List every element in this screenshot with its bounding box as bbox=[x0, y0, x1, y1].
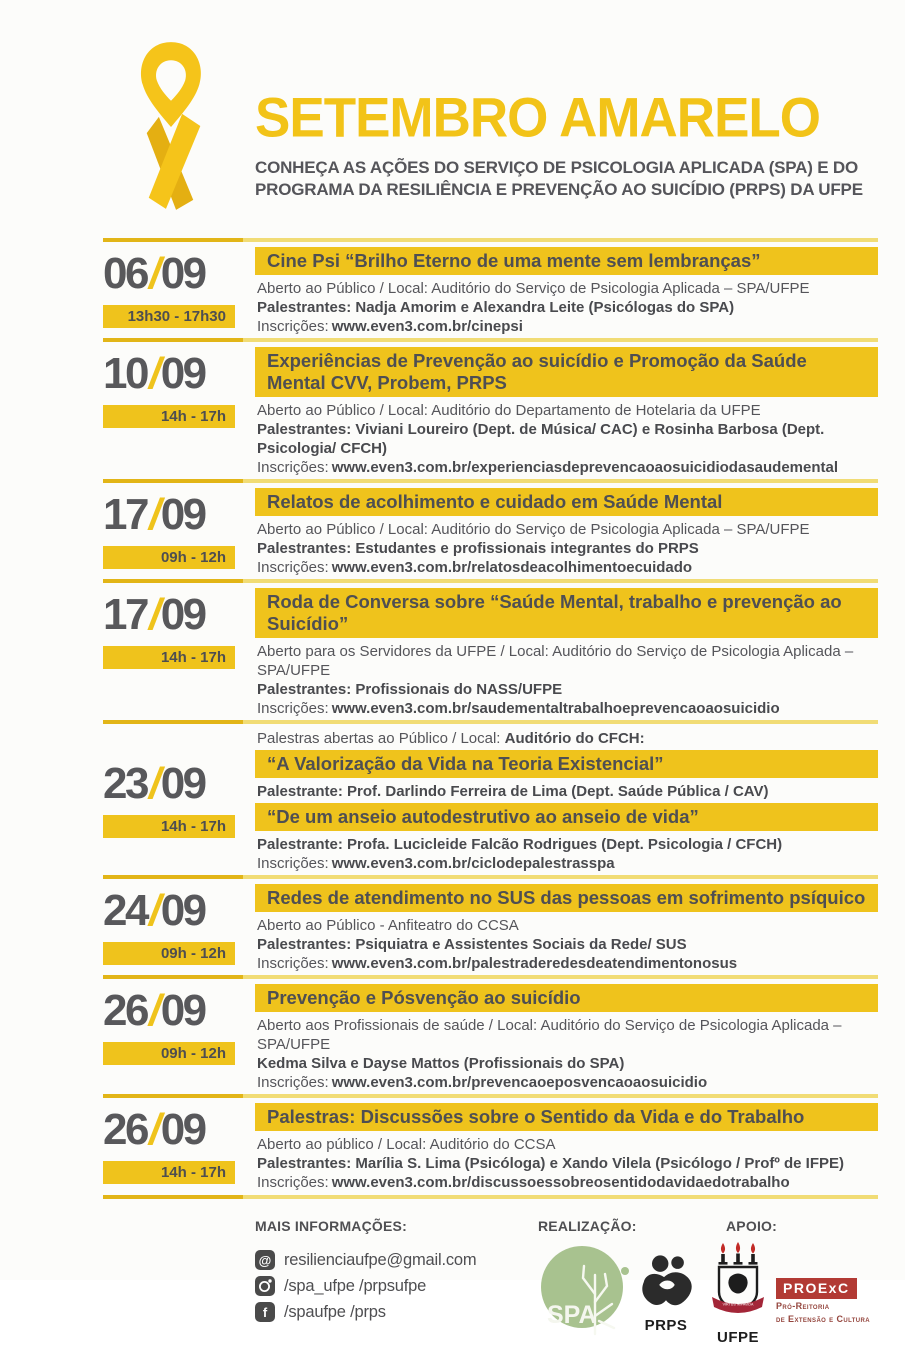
proexc-subtitle-2: de Extensão e Cultura bbox=[776, 1313, 870, 1324]
event-speakers: Kedma Silva e Dayse Mattos (Profissionais do SPA) bbox=[257, 1055, 625, 1072]
inscription-link[interactable]: www.even3.com.br/prevencaoeposvencaoaosuicidio bbox=[331, 1074, 708, 1091]
divider bbox=[103, 975, 878, 979]
spa-logo bbox=[538, 1242, 632, 1343]
event-audience: Aberto ao Público / Local: Auditório do Serviço de Psicologia Aplicada – SPA/UFPE bbox=[257, 521, 810, 538]
proexc-logo-text: PROExC bbox=[776, 1278, 857, 1299]
support-heading: APOIO: bbox=[726, 1218, 777, 1234]
event-speakers: Palestrante: Prof. Darlindo Ferreira de Lima (Dept. Saúde Pública / CAV) bbox=[257, 783, 769, 800]
event-date-column bbox=[103, 488, 255, 577]
event-inscriptions: Inscrições: www.even3.com.br/palestraderedesdeatendimentonosus bbox=[257, 955, 738, 972]
event-title: Cine Psi “Brilho Eterno de uma mente sem lembranças” bbox=[255, 247, 878, 275]
email-contact bbox=[255, 1250, 538, 1270]
realization-heading: REALIZAÇÃO: bbox=[538, 1218, 637, 1234]
event-block-2609-pm bbox=[103, 1094, 878, 1192]
inscription-link[interactable]: www.even3.com.br/palestraderedesdeatendimentonosus bbox=[331, 955, 738, 972]
event-date: 26/09 bbox=[103, 986, 205, 1035]
event-date: 23/09 bbox=[103, 759, 205, 808]
event-inscriptions: Inscrições: www.even3.com.br/ciclodepalestrasspa bbox=[257, 855, 615, 872]
event-block-2409 bbox=[103, 875, 878, 973]
event-speakers: Palestrantes: Estudantes e profissionais integrantes do PRPS bbox=[257, 540, 699, 557]
event-speakers: Palestrantes: Profissionais do NASS/UFPE bbox=[257, 681, 563, 698]
proexc-subtitle-1: Pró-Reitoria bbox=[776, 1301, 830, 1311]
event-inscriptions: Inscrições: www.even3.com.br/experienciasdeprevencaoaosuicidiodasaudemental bbox=[257, 459, 839, 476]
event-block-2609-am bbox=[103, 975, 878, 1092]
date-slash: / bbox=[148, 986, 159, 1035]
event-title: Palestras: Discussões sobre o Sentido da Vida e do Trabalho bbox=[255, 1103, 878, 1131]
event-date-column bbox=[103, 984, 255, 1092]
instagram-contact bbox=[255, 1276, 538, 1296]
contact-info-section bbox=[255, 1218, 538, 1346]
divider bbox=[103, 875, 878, 879]
date-slash: / bbox=[148, 349, 159, 398]
email-icon: @ bbox=[255, 1250, 275, 1270]
event-inscriptions: Inscrições: www.even3.com.br/cinepsi bbox=[257, 318, 523, 335]
date-slash: / bbox=[148, 1105, 159, 1154]
event-speakers: Palestrantes: Marília S. Lima (Psicóloga) e Xando Vilela (Psicólogo / Profº de IFPE) bbox=[257, 1155, 845, 1172]
event-block-2309 bbox=[103, 720, 878, 873]
event-date: 10/09 bbox=[103, 349, 205, 398]
event-block-0609 bbox=[103, 238, 878, 336]
poster-footer bbox=[103, 1195, 878, 1346]
event-time-badge: 14h - 17h bbox=[103, 405, 235, 428]
event-date: 06/09 bbox=[103, 249, 205, 298]
event-speakers: Palestrante: Profa. Lucicleide Falcão Rodrigues (Dept. Psicologia / CFCH) bbox=[257, 836, 783, 853]
event-title: “A Valorização da Vida na Teoria Existencial” bbox=[255, 750, 878, 778]
prps-logo bbox=[638, 1252, 694, 1334]
support-section bbox=[710, 1218, 878, 1346]
event-date-column bbox=[103, 247, 255, 336]
prps-logo-label: PRPS bbox=[644, 1316, 688, 1334]
event-date: 26/09 bbox=[103, 1105, 205, 1154]
inscription-link[interactable]: www.even3.com.br/saudementaltrabalhoeprevencaoaosuicidio bbox=[331, 700, 780, 717]
inscription-link[interactable]: www.even3.com.br/relatosdeacolhimentoecuidado bbox=[331, 559, 693, 576]
more-info-heading: MAIS INFORMAÇÕES: bbox=[255, 1218, 407, 1234]
date-slash: / bbox=[148, 490, 159, 539]
inscription-link[interactable]: www.even3.com.br/cinepsi bbox=[331, 318, 523, 335]
event-title: Roda de Conversa sobre “Saúde Mental, trabalho e prevenção ao Suicídio” bbox=[255, 588, 878, 638]
facebook-icon: f bbox=[255, 1302, 275, 1322]
divider bbox=[103, 720, 878, 724]
event-title: Redes de atendimento no SUS das pessoas em sofrimento psíquico bbox=[255, 884, 878, 912]
event-date: 17/09 bbox=[103, 590, 205, 639]
ufpe-motto: VIRTUS IMPAVIDA bbox=[722, 1302, 754, 1307]
event-audience: Palestras abertas ao Público / Local: Auditório do CFCH: bbox=[257, 730, 645, 747]
spa-logo-text: SPA bbox=[547, 1301, 597, 1329]
date-slash: / bbox=[148, 590, 159, 639]
event-title: Prevenção e Pósvenção ao suicídio bbox=[255, 984, 878, 1012]
divider bbox=[103, 1195, 878, 1199]
event-date-column bbox=[103, 1103, 255, 1192]
event-date-column bbox=[103, 347, 255, 477]
proexc-logo bbox=[776, 1278, 870, 1324]
event-title: Experiências de Prevenção ao suicídio e Promoção da Saúde Mental CVV, Probem, PRPS bbox=[255, 347, 878, 397]
event-inscriptions: Inscrições: www.even3.com.br/saudementaltrabalhoeprevencaoaosuicidio bbox=[257, 700, 780, 717]
ufpe-logo-label: UFPE bbox=[716, 1329, 759, 1346]
inscription-link[interactable]: www.even3.com.br/experienciasdeprevencaoaosuicidiodasaudemental bbox=[331, 459, 839, 476]
event-date-column bbox=[103, 729, 255, 873]
event-time-badge: 09h - 12h bbox=[103, 546, 235, 569]
date-slash: / bbox=[148, 759, 159, 808]
event-audience: Aberto ao Público - Anfiteatro do CCSA bbox=[257, 917, 519, 934]
poster-subtitle: CONHEÇA AS AÇÕES DO SERVIÇO DE PSICOLOGIA APLICADA (SPA) E DO PROGRAMA DA RESILIÊNCIA E PREVENÇÃO AO SUICÍDIO (PRPS) DA UFPE bbox=[255, 158, 863, 199]
event-time-badge: 09h - 12h bbox=[103, 1042, 235, 1065]
divider bbox=[103, 479, 878, 483]
instagram-handles[interactable]: /spa_ufpe /prpsufpe bbox=[284, 1276, 427, 1295]
poster-title: SETEMBRO AMARELO bbox=[255, 87, 821, 149]
event-audience: Aberto ao Público / Local: Auditório do Departamento de Hotelaria da UFPE bbox=[257, 402, 761, 419]
divider bbox=[103, 338, 878, 342]
event-speakers: Palestrantes: Viviani Loureiro (Dept. de Música/ CAC) e Rosinha Barbosa (Dept. Psicologia/ CFCH) bbox=[257, 421, 825, 457]
event-inscriptions: Inscrições: www.even3.com.br/relatosdeacolhimentoecuidado bbox=[257, 559, 693, 576]
event-time-badge: 13h30 - 17h30 bbox=[103, 305, 235, 328]
event-audience: Aberto para os Servidores da UFPE / Local: Auditório do Serviço de Psicologia Aplicada – SPA/UFPE bbox=[257, 643, 854, 679]
event-date-column bbox=[103, 588, 255, 718]
divider bbox=[103, 238, 878, 242]
realization-section bbox=[538, 1218, 710, 1346]
event-time-badge: 09h - 12h bbox=[103, 942, 235, 965]
event-audience: Aberto aos Profissionais de saúde / Local: Auditório do Serviço de Psicologia Aplicada – SPA/UFPE bbox=[257, 1017, 842, 1053]
event-date: 24/09 bbox=[103, 886, 205, 935]
inscription-link[interactable]: www.even3.com.br/discussoessobreosentidodavidaedotrabalho bbox=[331, 1174, 790, 1191]
instagram-icon bbox=[255, 1276, 275, 1296]
event-block-1709-am bbox=[103, 479, 878, 577]
event-title: Relatos de acolhimento e cuidado em Saúde Mental bbox=[255, 488, 878, 516]
event-inscriptions: Inscrições: www.even3.com.br/discussoessobreosentidodavidaedotrabalho bbox=[257, 1174, 790, 1191]
facebook-contact bbox=[255, 1302, 538, 1322]
inscription-link[interactable]: www.even3.com.br/ciclodepalestrasspa bbox=[331, 855, 615, 872]
event-time-badge: 14h - 17h bbox=[103, 1161, 235, 1184]
event-audience: Aberto ao público / Local: Auditório do CCSA bbox=[257, 1136, 556, 1153]
divider bbox=[103, 579, 878, 583]
poster-header bbox=[255, 0, 878, 238]
event-date: 17/09 bbox=[103, 490, 205, 539]
ufpe-logo bbox=[710, 1242, 766, 1346]
event-time-badge: 14h - 17h bbox=[103, 646, 235, 669]
divider bbox=[103, 1094, 878, 1098]
date-slash: / bbox=[148, 249, 159, 298]
event-speakers: Palestrantes: Psiquiatra e Assistentes Sociais da Rede/ SUS bbox=[257, 936, 687, 953]
date-slash: / bbox=[148, 886, 159, 935]
event-date-column bbox=[103, 884, 255, 973]
event-speakers: Palestrantes: Nadja Amorim e Alexandra Leite (Psicólogas do SPA) bbox=[257, 299, 735, 316]
email-address[interactable]: resilienciaufpe@gmail.com bbox=[284, 1250, 477, 1269]
event-audience: Aberto ao Público / Local: Auditório do Serviço de Psicologia Aplicada – SPA/UFPE bbox=[257, 280, 810, 297]
event-inscriptions: Inscrições: www.even3.com.br/prevencaoeposvencaoaosuicidio bbox=[257, 1074, 708, 1091]
yellow-awareness-ribbon-icon bbox=[120, 36, 222, 221]
event-time-badge: 14h - 17h bbox=[103, 815, 235, 838]
event-title: “De um anseio autodestrutivo ao anseio de vida” bbox=[255, 803, 878, 831]
facebook-handles[interactable]: /spaufpe /prps bbox=[284, 1302, 386, 1321]
event-block-1009 bbox=[103, 338, 878, 477]
event-block-1709-pm bbox=[103, 579, 878, 718]
